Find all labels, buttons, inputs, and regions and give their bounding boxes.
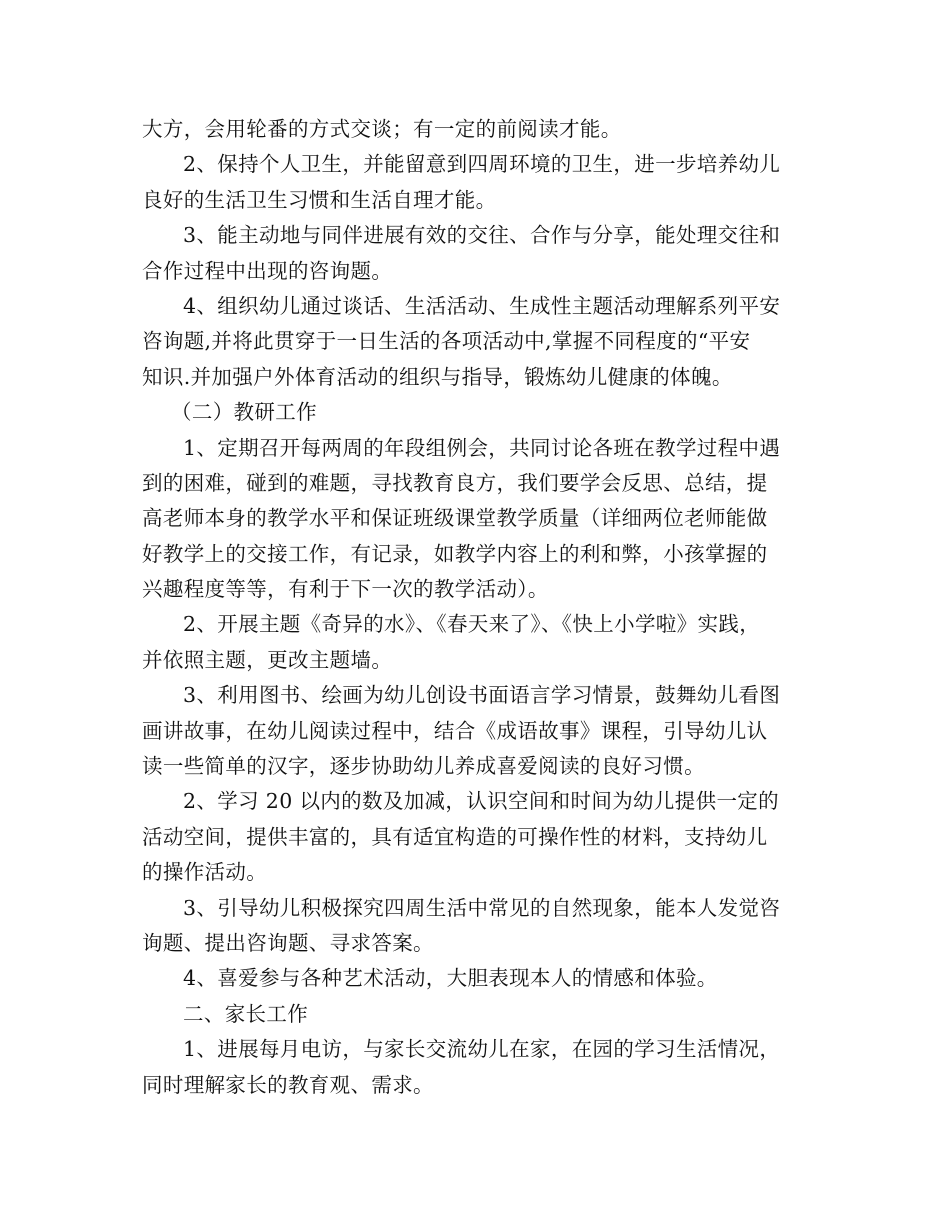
paragraph-start: 4、组织幼儿通过谈话、生活活动、生成性主题活动理解系列平安 — [183, 293, 781, 318]
paragraph-start: 2、开展主题《奇异的水》、《春天来了》、《快上小学啦》实践， — [183, 612, 761, 637]
text-line: 读一些简单的汉字，逐步协助幼儿养成喜爱阅读的良好习惯。 — [142, 754, 705, 779]
paragraph-start: 3、引导幼儿积极探究四周生活中常见的自然现象，能本人发觉咨 — [183, 895, 781, 920]
text-line: 咨询题,并将此贯穿于一日生活的各项活动中,掌握不同程度的“平安 — [142, 329, 751, 354]
section-heading: 二、家长工作 — [183, 1001, 309, 1026]
paragraph-start: 2、学习 20 以内的数及加减，认识空间和时间为幼儿提供一定的 — [183, 789, 780, 814]
text-line: 并依照主题，更改主题墙。 — [142, 647, 393, 672]
text-line: 良好的生活卫生习惯和生活自理才能。 — [142, 187, 497, 212]
text-line: 询题、提出咨询题、寻求答案。 — [142, 930, 434, 955]
text-line: 活动空间，提供丰富的，具有适宜构造的可操作性的材料，支持幼儿 — [142, 824, 768, 849]
text-line: 高老师本身的教学水平和保证班级课堂教学质量（详细两位老师能做 — [142, 506, 768, 531]
paragraph-start: 3、能主动地与同伴进展有效的交往、合作与分享，能处理交往和 — [183, 223, 781, 248]
text-line: 的操作活动。 — [142, 860, 268, 885]
text-line: 画讲故事，在幼儿阅读过程中，结合《成语故事》课程，引导幼儿认 — [142, 718, 768, 743]
text-line: 知识.并加强户外体育活动的组织与指导，锻炼幼儿健康的体魄。 — [142, 364, 733, 389]
section-heading: （二）教研工作 — [171, 400, 317, 425]
text-line: 兴趣程度等等，有利于下一次的教学活动）。 — [142, 577, 549, 602]
document-page — [142, 112, 822, 1103]
text-line: 合作过程中出现的咨询题。 — [142, 258, 393, 283]
paragraph-start: 1、定期召开每两周的年段组例会，共同讨论各班在教学过程中遇 — [183, 435, 781, 460]
paragraph-start: 4、喜爱参与各种艺术活动，大胆表现本人的情感和体验。 — [183, 966, 718, 991]
paragraph-start: 1、进展每月电访，与家长交流幼儿在家，在园的学习生活情况， — [183, 1037, 781, 1062]
text-line: 好教学上的交接工作，有记录，如教学内容上的利和弊，小孩掌握的 — [142, 541, 768, 566]
paragraph-start: 2、保持个人卫生，并能留意到四周环境的卫生，进一步培养幼儿 — [183, 152, 781, 177]
text-line: 大方，会用轮番的方式交谈；有一定的前阅读才能。 — [142, 117, 622, 141]
text-line: 同时理解家长的教育观、需求。 — [142, 1072, 434, 1097]
text-line: 到的困难，碰到的难题，寻找教育良方，我们要学会反思、总结，提 — [142, 470, 768, 495]
paragraph-start: 3、利用图书、绘画为幼儿创设书面语言学习情景，鼓舞幼儿看图 — [183, 683, 781, 708]
